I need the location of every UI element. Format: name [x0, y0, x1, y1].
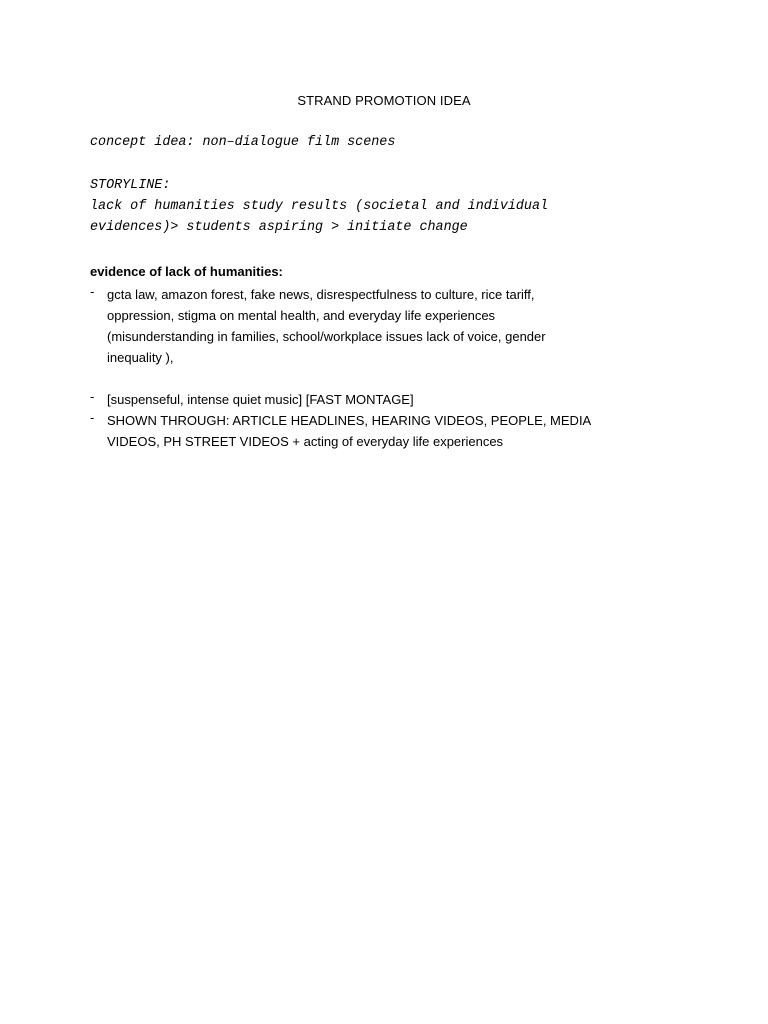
bullet-dash: -	[90, 389, 95, 404]
bullet-line: oppression, stigma on mental health, and everyday life experiences	[107, 308, 496, 323]
storyline-line: lack of humanities study results (societal and individual	[90, 199, 549, 214]
storyline-label: STORYLINE:	[90, 178, 171, 193]
bullet-line: SHOWN THROUGH: ARTICLE HEADLINES, HEARING VIDEOS, PEOPLE, MEDIA	[107, 413, 592, 428]
document-title: STRAND PROMOTION IDEA	[297, 93, 471, 108]
bullet-text	[107, 410, 591, 452]
concept-idea: concept idea: non–dialogue film scenes	[90, 135, 396, 150]
storyline-line: evidences)> students aspiring > initiate change	[90, 220, 468, 235]
bullet-line: [suspenseful, intense quiet music] [FAST MONTAGE]	[107, 392, 414, 407]
bullet-line: inequality ),	[107, 350, 174, 365]
bullet-line: (misunderstanding in families, school/workplace issues lack of voice, gender	[107, 329, 546, 344]
bullet-line: VIDEOS, PH STREET VIDEOS + acting of everyday life experiences	[107, 434, 504, 449]
bullet-text	[107, 284, 546, 368]
bullet-text	[107, 389, 414, 410]
bullet-line: gcta law, amazon forest, fake news, disrespectfulness to culture, rice tariff,	[107, 287, 535, 302]
bullet-dash: -	[90, 284, 95, 299]
evidence-heading: evidence of lack of humanities:	[90, 264, 283, 279]
bullet-dash: -	[90, 410, 95, 425]
